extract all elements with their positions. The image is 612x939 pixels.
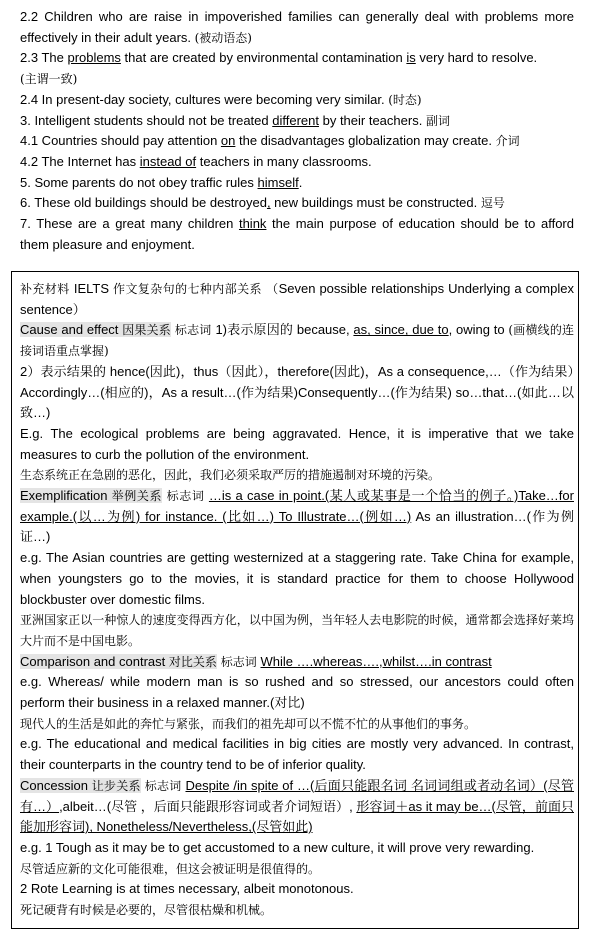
exercise-list — [20, 7, 578, 255]
example-2-zh: 亚洲国家正以一种惊人的速度变得西方化，以中国为例，当年轻人去电影院的时候，通常都会选择好莱坞大片而不是中国电影。 — [20, 613, 574, 648]
item-4-2-underlined: instead of — [139, 153, 197, 169]
item-3-underlined: different — [272, 112, 319, 128]
item-7-text-a: 7. These are a great many children — [20, 216, 239, 232]
example-6-en: 2 Rote Learning is at times necessary, albeit monotonous. — [20, 881, 354, 897]
cause-markers-underlined: as, since, due to — [353, 322, 449, 338]
supplementary-material-content — [20, 279, 574, 921]
example-3-zh: 现代人的生活是如此的奔忙与紧张，而我们的祖先却可以不慌不忙的从事他们的事务。 — [20, 716, 477, 731]
concession-marker-label: 标志词 — [140, 778, 186, 793]
item-4-2-text-a: 4.2 The Internet has — [20, 153, 140, 169]
concession-section — [20, 776, 574, 838]
example-1-zh: 生态系统正在急剧的恶化，因此，我们必须采取严厉的措施遏制对环境的污染。 — [20, 468, 441, 483]
concession-markers-underlined-2: 形容词＋as it may be…(尽管，前面只能加形容词), Nonetheless/Nevertheless,(尽管如此) — [20, 798, 574, 835]
item-6-text-a: 6. These old buildings should be destroyed — [20, 195, 267, 211]
item-4-1-text-b: the disadvantages globalization may create. — [235, 133, 496, 149]
exemplification-marker-label: 标志词 — [162, 489, 209, 504]
item-4-2 — [20, 152, 574, 173]
concession-markers-underlined-1: Despite /in spite of …(后面只能跟名词 名词词组或者动名词）(尽管有…） — [20, 777, 575, 814]
item-6-text-b: new buildings must be constructed. — [270, 195, 481, 211]
item-3-note: 副词 — [425, 113, 450, 128]
effect-markers: 2）表示结果的 hence(因此)，thus（因此），therefore(因此)，As a consequence,…（作为结果）Accordingly…(相应的)，As a result…(作为结果)Consequently…(作为结果) so…that…(如此…以致…) — [20, 363, 574, 421]
item-6-note: 逗号 — [480, 196, 505, 211]
supplementary-material-box — [11, 271, 579, 929]
exemplification-heading — [20, 488, 162, 503]
item-3 — [20, 111, 574, 132]
concession-heading-en: Concession — [20, 777, 92, 793]
item-2-4-text: 2.4 In present-day society, cultures were becoming very similar. — [20, 91, 389, 107]
item-2-3-underlined-problems: problems — [67, 50, 121, 66]
item-3-text-a: 3. Intelligent students should not be treated — [20, 112, 273, 128]
cause-effect-heading-zh: 因果关系 — [122, 323, 171, 338]
comparison-heading — [20, 654, 217, 669]
item-4-1-underlined: on — [220, 133, 236, 149]
example-4-en: e.g. The educational and medical facilities in big cities are mostly very advanced. In contrast, their counterparts in the country tend to be of inferior quality. — [20, 736, 574, 773]
cause-marker-label: 标志词 — [170, 323, 216, 338]
comparison-heading-zh: 对比关系 — [168, 654, 217, 669]
exemplification-section — [20, 486, 574, 548]
exemplification-markers-underlined: …is a case in point.(某人或某事是一个恰当的例子。)Take…for example.(以…为例) for instance. (比如…) To Illustrate…(例如…) — [20, 488, 574, 524]
item-2-3-note: (主谓一致) — [20, 72, 78, 87]
item-5-text-b: . — [298, 174, 303, 190]
item-2-4-note: (时态) — [388, 92, 422, 107]
item-6-underlined-comma: , — [266, 195, 271, 211]
item-2-3-text-b: that are created by environmental contamination — [120, 50, 407, 66]
intro-zh-2: 作文复杂句的七种内部关系 （ — [113, 282, 279, 296]
item-2-3 — [20, 48, 574, 89]
comparison-heading-en: Comparison and contrast — [20, 653, 169, 669]
exemplification-markers-b: As an illustration…(作为例证…) — [20, 508, 574, 545]
item-2-2 — [20, 7, 578, 48]
example-2-en: e.g. The Asian countries are getting westernized at a staggering rate. Take China for example, when youngsters go to the movies, it is standard practice for them to choose Hollywood blockbuster over domestic films. — [20, 550, 574, 607]
item-7-underlined: think — [238, 216, 267, 232]
item-7 — [20, 214, 578, 255]
item-2-2-text: 2.2 Children who are raise in impoverished families can generally deal with problems more effectively in their adult years. — [20, 9, 578, 45]
comparison-marker-label: 标志词 — [216, 654, 261, 669]
item-5 — [20, 173, 574, 194]
cause-markers-note: (画横线的连接词语重点掌握) — [20, 323, 574, 359]
example-6-zh: 死记硬背有时候是必要的，尽管很枯燥和机械。 — [20, 903, 273, 918]
example-1-en: E.g. The ecological problems are being aggravated. Hence, it is imperative that we take measures to curb the pollution of the environment. — [20, 425, 574, 462]
item-4-1-note: 介词 — [495, 134, 520, 149]
item-5-text-a: 5. Some parents do not obey traffic rules — [20, 174, 258, 190]
example-5-zh: 尽管适应新的文化可能很难，但这会被证明是很值得的。 — [20, 861, 321, 876]
item-6 — [20, 193, 574, 214]
cause-effect-heading — [20, 322, 171, 337]
intro-zh-1: 补充材料 — [20, 282, 74, 296]
comparison-markers-underlined: While ….whereas….,whilst….in contrast — [260, 653, 492, 669]
cause-markers-b: , owing to — [448, 322, 509, 338]
item-2-2-note: (被动语态) — [194, 30, 252, 45]
concession-heading — [20, 778, 141, 793]
item-4-1 — [20, 131, 574, 152]
item-2-4 — [20, 90, 574, 111]
cause-effect-heading-en: Cause and effect — [20, 322, 123, 338]
item-4-1-text-a: 4.1 Countries should pay attention — [20, 133, 221, 149]
item-7-text-b: the main purpose of education should be to afford them pleasure and enjoyment. — [20, 216, 578, 252]
cause-effect-section — [20, 320, 574, 361]
item-5-underlined: himself — [257, 174, 299, 190]
exemplification-heading-zh: 举例关系 — [111, 489, 163, 504]
example-5-en: e.g. 1 Tough as it may be to get accustomed to a new culture, it will prove very rewarding. — [20, 839, 535, 855]
item-2-3-text-a: 2.3 The — [20, 50, 68, 66]
concession-markers-text: ,albeit…(尽管 ，后面只能跟形容词或者介词短语）, — [59, 798, 357, 814]
intro-en-1: IELTS — [73, 281, 114, 296]
example-3-en: e.g. Whereas/ while modern man is so rushed and so stressed, our ancestors could often perform their business in a relaxed manner.(对比) — [20, 674, 574, 711]
intro-en-2: Seven possible relationships Underlying a complex sentence） — [20, 281, 574, 317]
item-2-3-underlined-is: is — [406, 50, 416, 66]
comparison-section — [20, 652, 574, 673]
exemplification-heading-en: Exemplification — [20, 488, 112, 504]
item-2-3-text-c: very hard to resolve. — [415, 50, 538, 66]
item-4-2-text-b: teachers in many classrooms. — [196, 153, 372, 169]
box-intro — [20, 279, 574, 320]
item-3-text-b: by their teachers. — [318, 112, 426, 128]
cause-markers-a: 1)表示原因的 because, — [215, 322, 354, 338]
concession-heading-zh: 让步关系 — [91, 778, 141, 793]
